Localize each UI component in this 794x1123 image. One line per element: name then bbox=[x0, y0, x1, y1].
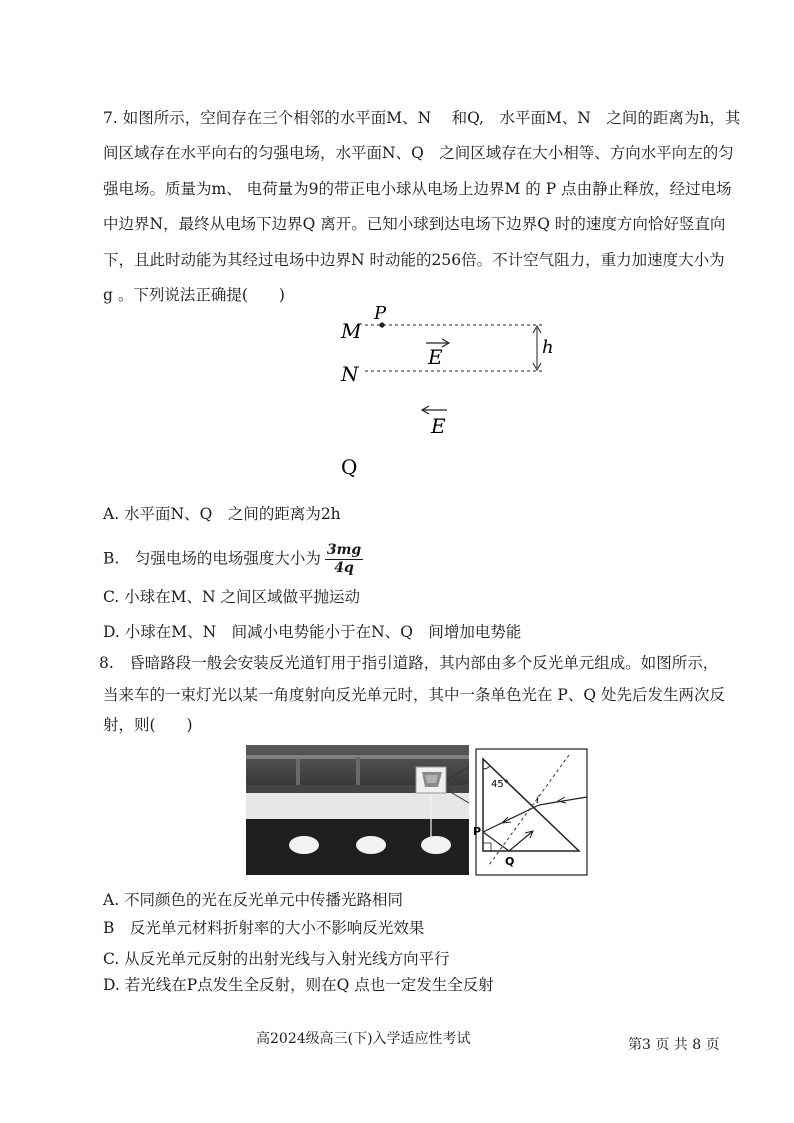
q8-line-2: 当来车的一束灯光以某一角度射向反光单元时，其中一条单色光在 P、Q 处先后发生两次反 bbox=[103, 686, 725, 704]
q7-option-a: A. 水平面N、Q 之间的距离为2h bbox=[103, 505, 341, 523]
label-q-point: Q bbox=[505, 855, 515, 868]
q7-field-diagram bbox=[335, 298, 565, 488]
q7-option-b-text: B. 匀强电场的电场强度大小为 bbox=[103, 549, 321, 568]
road-stud-2 bbox=[356, 836, 386, 854]
q7-line-2: 间区域存在水平向右的匀强电场，水平面N、Q 之间区域存在大小相等、方向水平向左的匀 bbox=[103, 144, 734, 162]
q8-option-c: C. 从反光单元反射的出射光线与入射光线方向平行 bbox=[103, 950, 450, 968]
road-stud-1 bbox=[289, 836, 319, 854]
label-e-top: E bbox=[428, 345, 443, 369]
q7-line-1: 7. 如图所示，空间存在三个相邻的水平面M、N 和Q, 水平面M、N 之间的距离为h，其 bbox=[103, 109, 741, 127]
q8-figure bbox=[246, 745, 589, 877]
label-q: Q bbox=[341, 455, 358, 479]
fraction-numerator: 3mg bbox=[326, 542, 362, 558]
label-i: i bbox=[536, 795, 540, 806]
fraction-denominator: 4q bbox=[334, 560, 354, 576]
label-p-point: P bbox=[473, 825, 482, 838]
q8-option-d: D. 若光线在P点发生全反射，则在Q 点也一定发生全反射 bbox=[103, 976, 494, 994]
q7-line-5: 下，且此时动能为其经过电场中边界N 时动能的256倍。不计空气阻力，重力加速度大小为 bbox=[103, 251, 725, 269]
q7-line-4: 中边界N，最终从电场下边界Q 离开。已知小球到达电场下边界Q 时的速度方向恰好竖直向 bbox=[103, 215, 726, 233]
q7-option-d: D. 小球在M、N 间减小电势能小于在N、Q 间增加电势能 bbox=[103, 623, 522, 641]
q7-option-b-fraction bbox=[325, 542, 363, 577]
page-number: 第3 页 共 8 页 bbox=[628, 1037, 720, 1053]
q7-line-3: 强电场。质量为m、 电荷量为9的带正电小球从电场上边界M 的 P 点由静止释放，经过电场 bbox=[103, 180, 732, 198]
road-stud-photo bbox=[246, 745, 469, 875]
q8-line-1: 8. 昏暗路段一般会安装反光道钉用于指引道路，其内部由多个反光单元组成。如图所示， bbox=[99, 654, 719, 672]
label-e-bottom: E bbox=[431, 414, 446, 438]
q7-option-b bbox=[103, 542, 363, 577]
label-n: N bbox=[341, 362, 359, 386]
q8-option-a: A. 不同颜色的光在反光单元中传播光路相同 bbox=[103, 891, 404, 909]
label-m: M bbox=[341, 319, 362, 343]
q8-option-b: B 反光单元材料折射率的大小不影响反光效果 bbox=[103, 919, 425, 937]
exam-title: 高2024级高三(下)入学适应性考试 bbox=[256, 1031, 471, 1047]
q8-line-3: 射，则( ) bbox=[103, 716, 193, 734]
label-h: h bbox=[542, 337, 554, 358]
reflector-ray-diagram bbox=[439, 745, 589, 877]
label-p: P bbox=[374, 303, 387, 324]
q7-option-c: C. 小球在M、N 之间区域做平抛运动 bbox=[103, 588, 361, 606]
label-45-degrees: 45° bbox=[491, 779, 509, 790]
q7-line-6: g 。下列说法正确提( ) bbox=[103, 286, 285, 304]
